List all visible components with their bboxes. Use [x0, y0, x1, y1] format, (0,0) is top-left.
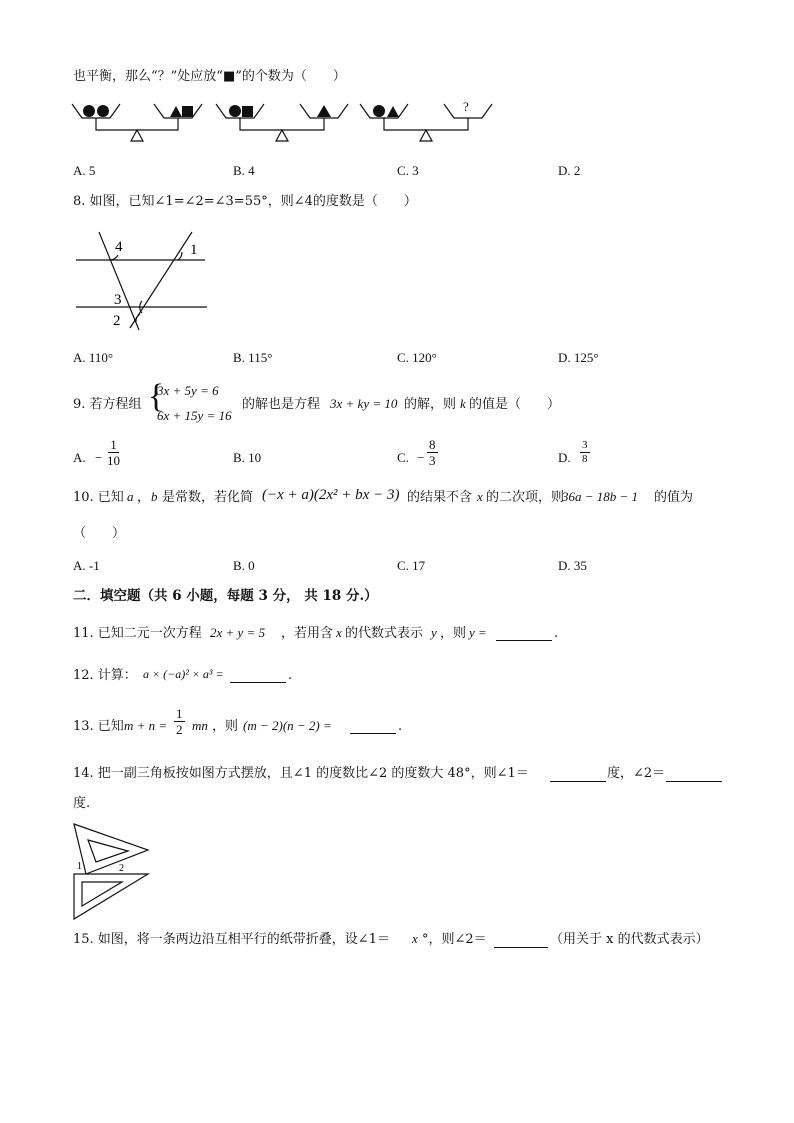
q9-equation-2: 6x + 15y = 16	[157, 408, 232, 423]
q9-mid: 的解也是方程	[242, 397, 321, 412]
q11-lhs: y =	[469, 625, 487, 640]
q11-mid3: ，则	[440, 626, 467, 641]
q7-option-d: D. 2	[558, 163, 581, 178]
q9-tail: 的解，则	[404, 397, 457, 412]
q9-equation-3: 3x + ky = 10	[330, 396, 398, 411]
q8-label-3: 3	[114, 292, 122, 308]
q10-option-b: B. 0	[233, 558, 255, 573]
q7-question-mark: ?	[463, 99, 469, 114]
q12-prefix: 12. 计算：	[73, 668, 137, 683]
q8-angle-figure	[72, 228, 212, 332]
q7-option-a: A. 5	[73, 163, 96, 178]
q10-option-a: A. -1	[73, 558, 100, 573]
q9-option-a-label: A.	[73, 450, 86, 465]
q15-end: （用关于 x 的代数式表示）	[550, 932, 709, 947]
q15-prefix: 15. 如图，将一条两边沿互相平行的纸带折叠，设∠1＝	[73, 932, 390, 947]
q9-option-d-fraction: $\frac{3}{8}$	[582, 439, 588, 465]
q10-option-d: D. 35	[558, 558, 587, 573]
q11-answer-blank[interactable]	[496, 628, 552, 641]
q13-prefix: 13. 已知	[73, 719, 124, 734]
q14-answer-blank-2[interactable]	[666, 769, 722, 782]
q7-balance-figure	[70, 96, 500, 152]
q10-sep: ，	[137, 490, 151, 505]
q9-equation-1: 3x + 5y = 6	[157, 383, 219, 398]
q8-label-1: 1	[190, 242, 198, 258]
q11-var-x: x	[336, 625, 342, 640]
q14-line2: 度.	[73, 796, 91, 811]
q13-answer-blank[interactable]	[350, 721, 396, 734]
q10-var-b: b	[151, 489, 158, 504]
q7-stem: 也平衡，那么“？”处应放“■”的个数为（ ）	[73, 69, 346, 84]
q14-stem: 14. 把一副三角板按如图方式摆放，且∠1 的度数比∠2 的度数大 48°，则∠1＝	[73, 766, 529, 781]
q11-mid2: 的代数式表示	[345, 626, 424, 641]
q10-mid2: 的结果不含	[407, 490, 473, 505]
q10-option-c: C. 17	[397, 558, 426, 573]
q14-set-squares-figure	[70, 822, 154, 922]
q9-option-a-sign: −	[95, 450, 103, 465]
q10-expression: (−x + a)(2x² + bx − 3)	[262, 487, 400, 503]
q13-end: .	[398, 719, 403, 734]
q15-var-x: x	[412, 931, 418, 946]
q8-option-a: A. 110°	[73, 350, 114, 365]
q14-label-1: 1	[77, 861, 82, 872]
q9-end: 的值是（ ）	[469, 397, 561, 412]
q8-option-d: D. 125°	[558, 350, 599, 365]
q8-stem: 8. 如图，已知∠1=∠2=∠3=55°，则∠4的度数是（ ）	[73, 194, 417, 209]
q11-var-y: y	[431, 625, 437, 640]
q9-var-k: k	[460, 396, 466, 411]
q10-var-x: x	[477, 489, 483, 504]
q15-answer-blank[interactable]	[494, 935, 548, 948]
q13-mid: ，则	[212, 719, 239, 734]
q12-end: .	[288, 668, 293, 683]
q10-expression-2: 36a − 18b − 1	[562, 489, 639, 504]
q9-option-c-label: C.	[397, 450, 409, 465]
q11-prefix: 11. 已知二元一次方程	[73, 626, 202, 641]
q7-option-c: C. 3	[397, 163, 419, 178]
q9-option-c-fraction: $\frac{8}{3}$	[429, 437, 436, 468]
q11-equation: 2x + y = 5	[210, 625, 266, 640]
q9-prefix: 9. 若方程组	[73, 397, 142, 412]
q10-mid3: 的二次项，则	[486, 490, 565, 505]
q10-mid1: 是常数，若化简	[162, 490, 254, 505]
q14-mid: 度，∠2＝	[607, 766, 666, 781]
q10-end: 的值为	[654, 490, 694, 505]
q10-var-a: a	[127, 489, 134, 504]
q13-rhs: mn	[192, 718, 208, 733]
q9-option-c-sign: −	[417, 450, 425, 465]
section-2-heading: 二．填空题（共 6 小题，每题 3 分， 共 18 分.）	[73, 588, 378, 604]
q13-expression: (m − 2)(n − 2) =	[243, 718, 332, 733]
q11-mid: ，若用含	[281, 626, 334, 641]
q12-expression: a × (−a)² × a³ =	[143, 667, 224, 681]
q10-prefix: 10. 已知	[73, 490, 124, 505]
q14-label-2: 2	[119, 863, 124, 874]
q7-option-b: B. 4	[233, 163, 255, 178]
q9-option-b: B. 10	[233, 450, 262, 465]
q8-option-c: C. 120°	[397, 350, 437, 365]
q14-answer-blank-1[interactable]	[550, 769, 606, 782]
q11-end: .	[554, 626, 559, 641]
q8-option-b: B. 115°	[233, 350, 273, 365]
q9-brace: {	[148, 378, 165, 415]
q9-option-a-fraction: $\frac{1}{10}$	[107, 437, 120, 468]
q13-fraction: $\frac{1}{2}$	[176, 706, 183, 737]
q10-paren: （ ）	[73, 526, 126, 541]
q12-answer-blank[interactable]	[230, 670, 286, 683]
q8-label-4: 4	[115, 239, 123, 255]
q8-label-2: 2	[113, 313, 121, 329]
q9-option-d-label: D.	[558, 450, 571, 465]
q13-lhs: m + n =	[124, 718, 168, 733]
q15-mid: °，则∠2＝	[422, 932, 487, 947]
